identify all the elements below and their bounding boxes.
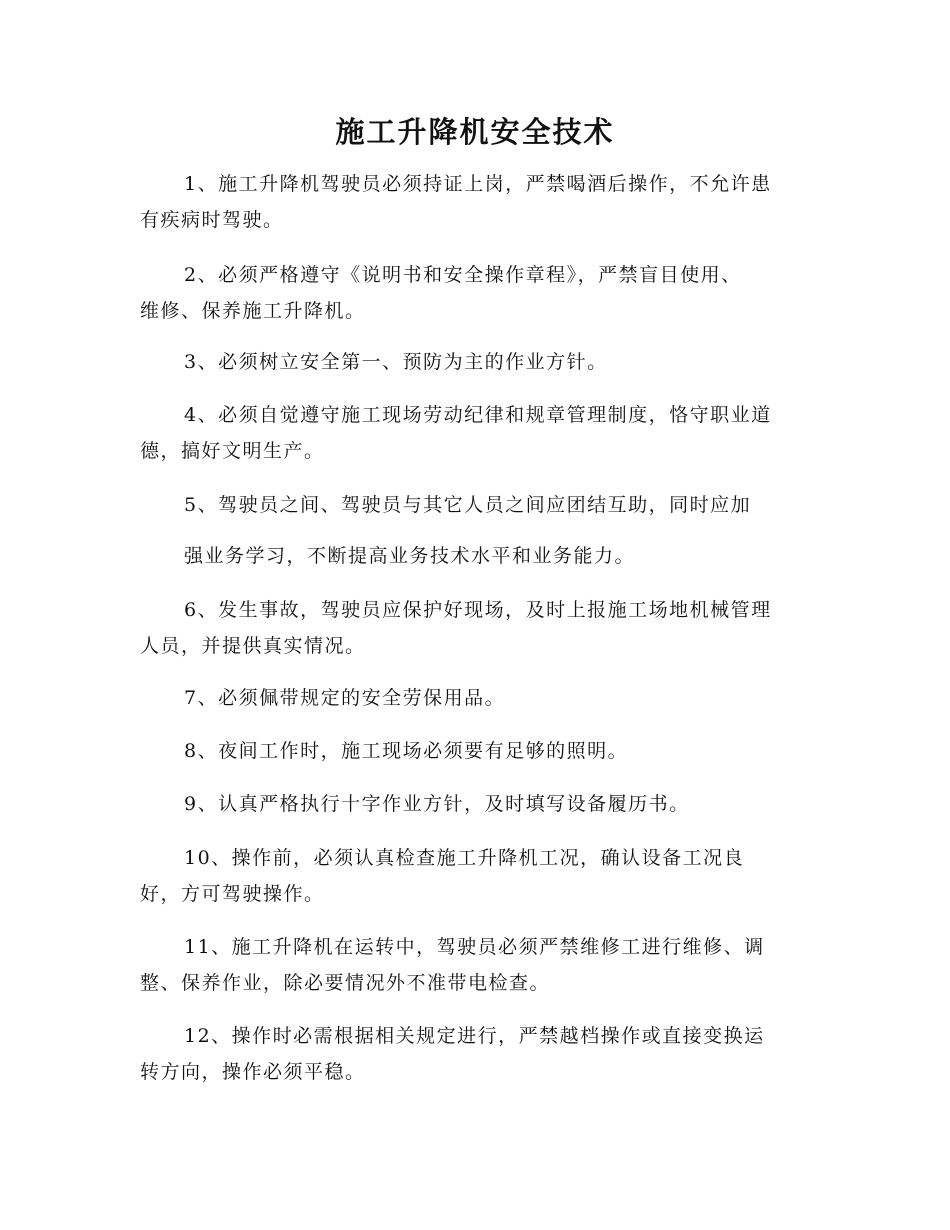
paragraph-line: 12、操作时必需根据相关规定进行，严禁越档操作或直接变换运 <box>184 1025 765 1047</box>
paragraph-2 <box>140 257 810 329</box>
paragraph-line: 好，方可驾驶操作。 <box>140 883 325 905</box>
paragraph-4 <box>140 397 810 469</box>
paragraph-line: 1、施工升降机驾驶员必须持证上岗，严禁喝酒后操作，不允许患 <box>184 173 772 195</box>
paragraph-line: 5、驾驶员之间、驾驶员与其它人员之间应团结互助，同时应加 <box>184 494 752 516</box>
paragraph-line: 10、操作前，必须认真检查施工升降机工况，确认设备工况良 <box>184 847 745 869</box>
paragraph-line: 德，搞好文明生产。 <box>140 440 325 462</box>
paragraph-10 <box>140 840 810 912</box>
paragraph-12 <box>140 1018 810 1090</box>
paragraph-line: 8、夜间工作时，施工现场必须要有足够的照明。 <box>184 740 629 762</box>
paragraph-5 <box>140 487 810 523</box>
paragraph-line: 维修、保养施工升降机。 <box>140 300 366 322</box>
paragraph-8 <box>140 733 810 769</box>
paragraph-line: 人员，并提供真实情况。 <box>140 635 366 657</box>
document-title: 施工升降机安全技术 <box>335 115 615 149</box>
paragraph-6 <box>140 592 810 664</box>
paragraph-line: 6、发生事故，驾驶员应保护好现场，及时上报施工场地机械管理 <box>184 599 772 621</box>
paragraph-3 <box>140 344 810 380</box>
paragraph-line: 9、认真严格执行十字作业方针，及时填写设备履历书。 <box>184 793 690 815</box>
paragraph-11 <box>140 929 810 1001</box>
paragraph-line: 3、必须树立安全第一、预防为主的作业方针。 <box>184 351 608 373</box>
paragraph-7 <box>140 680 810 716</box>
paragraph-line: 转方向，操作必须平稳。 <box>140 1061 366 1083</box>
paragraph-line: 有疾病时驾驶。 <box>140 209 284 231</box>
paragraph-line: 4、必须自觉遵守施工现场劳动纪律和规章管理制度，恪守职业道 <box>184 404 772 426</box>
paragraph-line: 强业务学习，不断提高业务技术水平和业务能力。 <box>184 545 636 567</box>
paragraph-line: 2、必须严格遵守《说明书和安全操作章程》，严禁盲目使用、 <box>184 264 742 286</box>
paragraph-line: 7、必须佩带规定的安全劳保用品。 <box>184 687 506 709</box>
paragraph-line: 11、施工升降机在运转中，驾驶员必须严禁维修工进行维修、调 <box>184 936 765 958</box>
paragraph-5-continued <box>140 538 810 574</box>
paragraph-line: 整、保养作业，除必要情况外不准带电检查。 <box>140 972 551 994</box>
paragraph-1 <box>140 166 810 238</box>
paragraph-9 <box>140 786 810 822</box>
